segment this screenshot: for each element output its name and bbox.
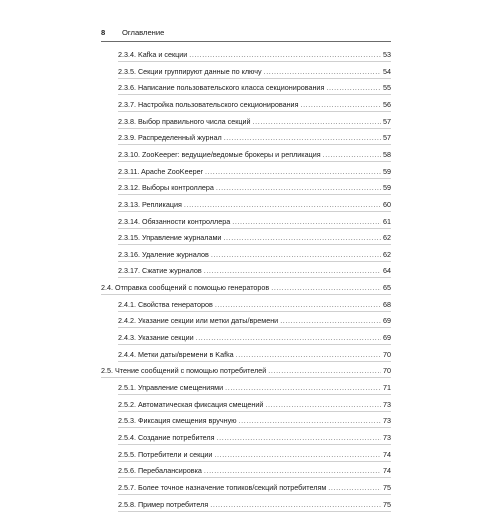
toc-entry-label: 2.5.3. Фиксация смещения вручную xyxy=(118,416,237,426)
toc-entry-label: 2.3.6. Написание пользовательского класса секционирования xyxy=(118,83,325,93)
dot-leader xyxy=(211,250,381,259)
toc-subsection-row[interactable] xyxy=(118,462,391,478)
toc-entry-label: 2.4. Отправка сообщений с помощью генераторов xyxy=(101,283,270,293)
dot-leader xyxy=(205,167,381,176)
toc-entry-page: 75 xyxy=(383,482,391,492)
toc-entry-label: 2.3.13. Репликация xyxy=(118,199,182,209)
toc-entry-page: 69 xyxy=(383,316,391,326)
dot-leader xyxy=(271,283,381,292)
toc-subsection-row[interactable] xyxy=(118,146,391,162)
toc-entry-page: 68 xyxy=(383,299,391,309)
dot-leader xyxy=(196,333,381,342)
toc-entry-label: 2.3.12. Выборы контроллера xyxy=(118,183,214,193)
toc-subsection-row[interactable] xyxy=(118,229,391,245)
dot-leader xyxy=(265,400,381,409)
header-title: Оглавление xyxy=(122,28,165,37)
toc-entry-page: 53 xyxy=(383,50,391,59)
toc-entry-label: 2.3.14. Обязанности контроллера xyxy=(118,216,231,226)
toc-entry-page: 57 xyxy=(383,133,391,143)
toc-entry-page: 64 xyxy=(383,266,391,276)
toc-entry-label: 2.3.7. Настройка пользовательского секционирования xyxy=(118,99,299,109)
dot-leader xyxy=(264,67,381,76)
toc-subsection-row[interactable] xyxy=(118,296,391,312)
toc-subsection-row[interactable] xyxy=(118,179,391,195)
toc-entry-label: 2.3.5. Секции группируют данные по ключу xyxy=(118,66,262,76)
toc-subsection-row[interactable] xyxy=(118,346,391,362)
toc-subsection-row[interactable] xyxy=(118,429,391,445)
toc-section-row[interactable] xyxy=(101,362,391,378)
toc-entry-page: 71 xyxy=(383,383,391,392)
dot-leader xyxy=(300,100,381,109)
toc-subsection-row[interactable] xyxy=(118,196,391,212)
toc-entry-page: 58 xyxy=(383,149,391,159)
toc-entry-label: 2.5.2. Автоматическая фиксация смещений xyxy=(118,399,264,409)
toc-entry-page: 69 xyxy=(383,333,391,343)
toc-entry-label: 2.3.16. Удаление журналов xyxy=(118,249,209,259)
dot-leader xyxy=(326,83,381,92)
toc-entry-label: 2.5.5. Потребители и секции xyxy=(118,449,213,459)
toc-section-row[interactable] xyxy=(101,279,391,295)
toc-entry-page: 74 xyxy=(383,449,391,459)
dot-leader xyxy=(253,117,381,126)
dot-leader xyxy=(328,483,381,492)
toc-entry-page: 73 xyxy=(383,399,391,409)
toc-entry-page: 59 xyxy=(383,166,391,176)
toc-subsection-row[interactable] xyxy=(118,113,391,129)
dot-leader xyxy=(204,266,381,275)
dot-leader xyxy=(232,217,381,226)
toc-subsection-row[interactable] xyxy=(118,246,391,262)
dot-leader xyxy=(323,150,381,159)
dot-leader xyxy=(214,450,381,459)
toc-subsection-row[interactable] xyxy=(118,129,391,145)
toc-entry-label: 2.3.17. Сжатие журналов xyxy=(118,266,202,276)
dot-leader xyxy=(236,350,381,359)
toc-entry-label: 2.5.8. Пример потребителя xyxy=(118,499,209,509)
toc-entry-label: 2.3.15. Управление журналами xyxy=(118,233,222,243)
toc-entry-page: 62 xyxy=(383,233,391,243)
dot-leader xyxy=(215,300,381,309)
toc-entry-label: 2.5.4. Создание потребителя xyxy=(118,432,215,442)
toc-entry-page: 59 xyxy=(383,183,391,193)
toc-subsection-row[interactable] xyxy=(118,312,391,328)
toc-subsection-row[interactable] xyxy=(118,46,391,62)
dot-leader xyxy=(184,200,381,209)
toc-subsection-row[interactable] xyxy=(118,262,391,278)
dot-leader xyxy=(224,133,381,142)
toc-entry-label: 2.5. Чтение сообщений с помощью потребителей xyxy=(101,366,267,376)
toc-entry-page: 73 xyxy=(383,432,391,442)
toc-subsection-row[interactable] xyxy=(118,213,391,229)
page-header xyxy=(101,27,391,42)
dot-leader xyxy=(217,433,381,442)
toc-entry-page: 75 xyxy=(383,499,391,509)
toc-entry-page: 57 xyxy=(383,116,391,126)
page-number: 8 xyxy=(101,28,106,37)
dot-leader xyxy=(225,383,381,392)
toc-entry-page: 61 xyxy=(383,216,391,226)
toc-entry-label: 2.4.2. Указание секции или метки даты/времени xyxy=(118,316,279,326)
toc-entry-label: 2.4.3. Указание секции xyxy=(118,333,194,343)
toc-subsection-row[interactable] xyxy=(118,329,391,345)
dot-leader xyxy=(280,316,381,325)
toc-entry-label: 2.3.8. Выбор правильного числа секций xyxy=(118,116,251,126)
dot-leader xyxy=(204,466,381,475)
toc-entry-label: 2.5.1. Управление смещениями xyxy=(118,383,224,392)
toc-entry-label: 2.5.7. Более точное назначение топиков/секций потребителям xyxy=(118,482,327,492)
dot-leader xyxy=(239,416,381,425)
dot-leader xyxy=(189,50,381,59)
toc-subsection-row[interactable] xyxy=(118,379,391,395)
dot-leader xyxy=(216,183,381,192)
toc-entry-page: 62 xyxy=(383,249,391,259)
toc-entry-label: 2.3.10. ZooKeeper: ведущие/ведомые брокеры и репликация xyxy=(118,149,321,159)
toc-entry-page: 65 xyxy=(383,283,391,293)
toc-entry-label: 2.4.4. Метки даты/времени в Kafka xyxy=(118,349,234,359)
toc-entry-label: 2.5.6. Перебалансировка xyxy=(118,466,202,476)
toc-subsection-row[interactable] xyxy=(118,412,391,428)
toc-subsection-row[interactable] xyxy=(118,446,391,462)
toc-entry-page: 56 xyxy=(383,99,391,109)
toc-entry-page: 54 xyxy=(383,66,391,76)
toc-entry-page: 70 xyxy=(383,349,391,359)
toc-subsection-row[interactable] xyxy=(118,63,391,79)
dot-leader xyxy=(268,366,381,375)
toc-entry-page: 55 xyxy=(383,83,391,93)
toc-subsection-row[interactable] xyxy=(118,396,391,412)
toc-subsection-row[interactable] xyxy=(118,79,391,95)
toc-subsection-row[interactable] xyxy=(118,163,391,179)
toc-entry-label: 2.3.4. Kafka и секции xyxy=(118,50,188,59)
dot-leader xyxy=(210,500,381,509)
toc-entry-label: 2.3.9. Распределенный журнал xyxy=(118,133,222,143)
toc-subsection-row[interactable] xyxy=(118,96,391,112)
toc-entry-page: 70 xyxy=(383,366,391,376)
dot-leader xyxy=(223,233,381,242)
toc-entry-page: 60 xyxy=(383,199,391,209)
toc-entry-label: 2.4.1. Свойства генераторов xyxy=(118,299,213,309)
toc-entry-page: 73 xyxy=(383,416,391,426)
toc-subsection-row[interactable] xyxy=(118,496,391,512)
toc-subsection-row[interactable] xyxy=(118,479,391,495)
toc-entry-label: 2.3.11. Apache ZooKeeper xyxy=(118,166,203,176)
toc-entry-page: 74 xyxy=(383,466,391,476)
